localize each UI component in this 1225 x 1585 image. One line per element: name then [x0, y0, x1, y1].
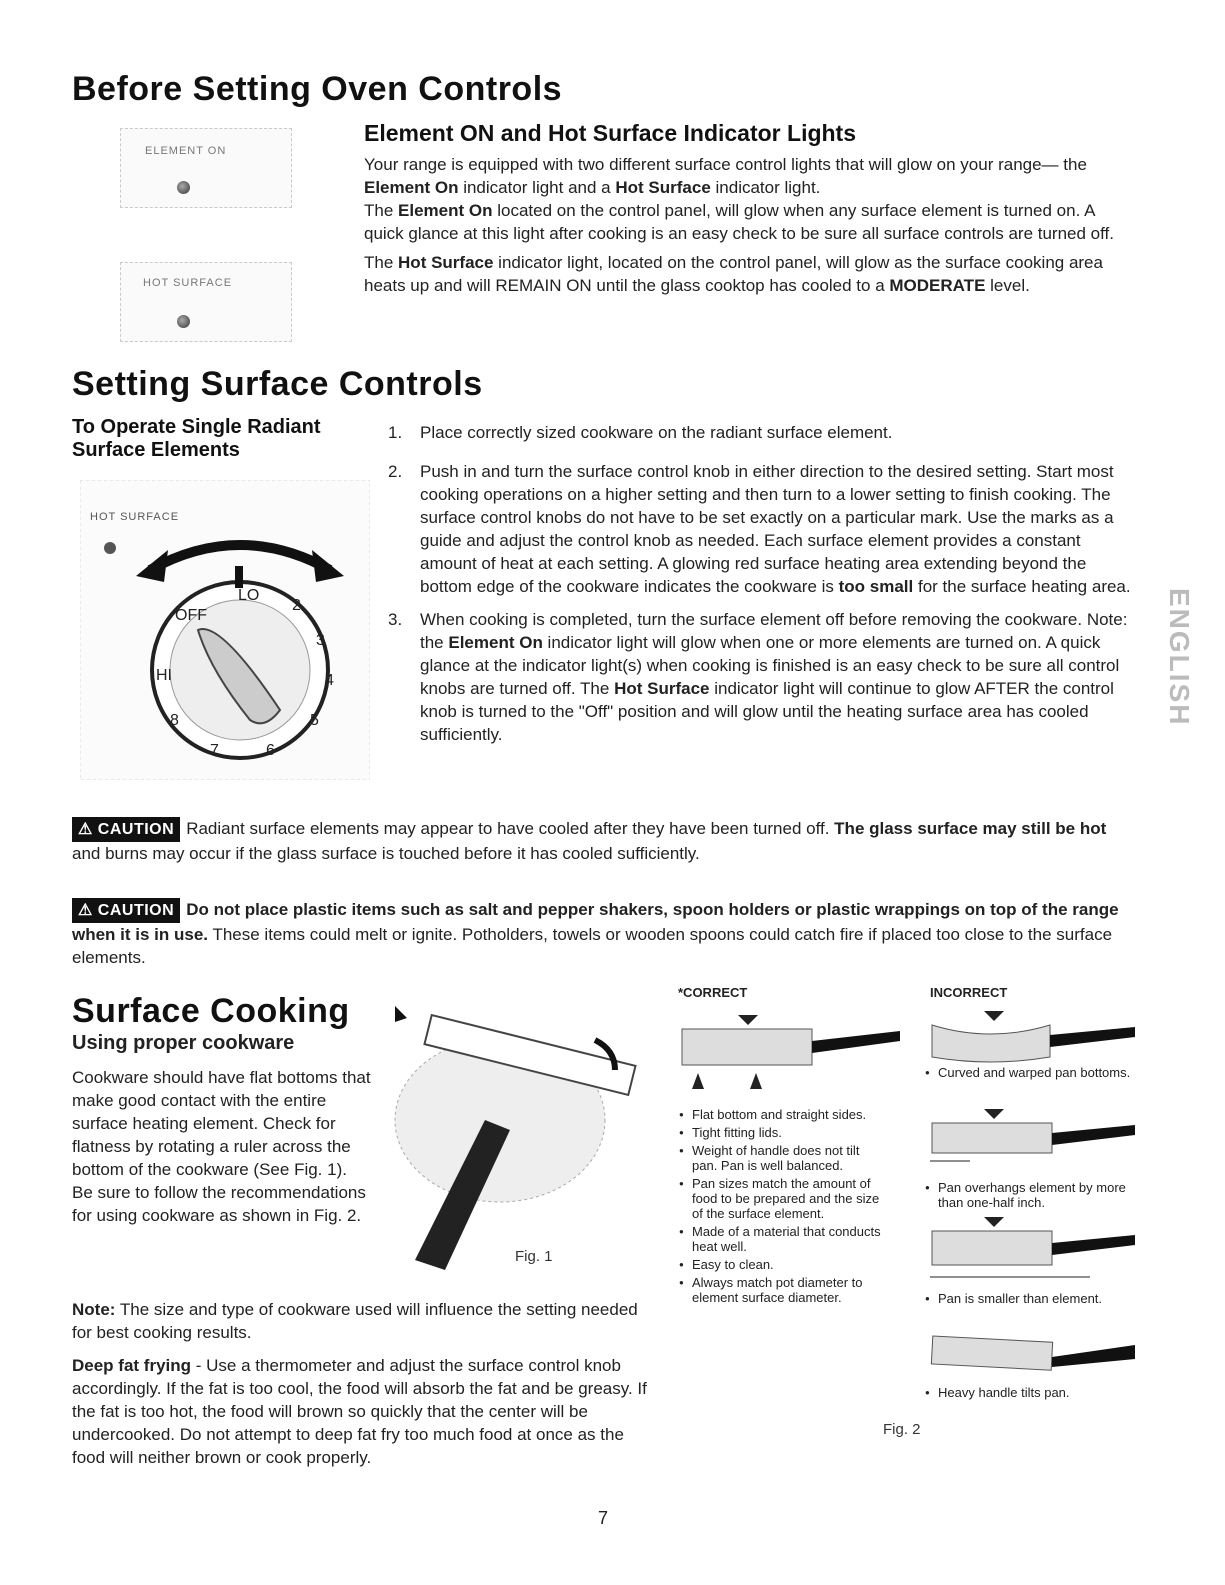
svg-text:4: 4 — [325, 672, 334, 689]
fig1-label: Fig. 1 — [515, 1248, 553, 1265]
element-on-label: ELEMENT ON — [145, 145, 227, 157]
subheading-line-2: Surface Elements — [72, 439, 240, 461]
small-pan-icon — [930, 1213, 1140, 1283]
incorrect-item-2: ● Pan overhangs element by more than one-half inch. — [924, 1180, 1136, 1213]
caution-badge: ⚠ CAUTION — [72, 817, 180, 842]
surface-steps — [380, 421, 1140, 756]
overhanging-pan-icon — [930, 1105, 1140, 1165]
element-on-light-icon — [177, 181, 190, 194]
subheading-line-1: To Operate Single Radiant — [72, 416, 321, 438]
indicator-section — [364, 120, 1124, 297]
indicator-paragraph-2: The Element On located on the control panel, will glow when any surface element is turned on. A quick glance at this light after cooking is an easy check to be sure all surface controls are turned off. — [364, 201, 1114, 243]
language-side-tab: ENGLISH — [1164, 588, 1195, 727]
svg-text:LO: LO — [238, 587, 260, 604]
knob-panel-label: HOT SURFACE — [90, 511, 180, 523]
caution-text-2: Do not place plastic items such as salt and pepper shakers, spoon holders or plastic wrappings on top of the range when it is in use. These items could melt or ignite. Potholders, towels or wooden spoons could catch fire if placed too close to the surface elements. — [72, 900, 1119, 967]
correct-item: ● Tight fitting lids. — [678, 1125, 888, 1140]
heavy-handle-pan-icon — [930, 1335, 1140, 1375]
rotate-arrow-icon — [395, 1006, 407, 1022]
hot-surface-panel — [120, 262, 292, 342]
step-number: 3. — [388, 610, 403, 629]
surface-controls-title: Setting Surface Controls — [72, 365, 483, 403]
page-number: 7 — [598, 1508, 609, 1528]
step-text: Place correctly sized cookware on the radiant surface element. — [420, 423, 893, 442]
steps-list — [380, 421, 1140, 746]
indicator-heading: Element ON and Hot Surface Indicator Lights — [364, 120, 857, 146]
svg-text:8: 8 — [170, 712, 179, 729]
control-knob-illustration — [80, 480, 370, 780]
step-item — [380, 460, 1140, 598]
fig2-label: Fig. 2 — [883, 1421, 921, 1438]
correct-header: *CORRECT — [678, 985, 748, 1000]
step-item — [380, 608, 1140, 746]
cookware-note: Note: The size and type of cookware used will influence the setting needed for best cooking results. — [72, 1300, 638, 1342]
surface-cooking-subtitle: Using proper cookware — [72, 1032, 295, 1054]
caution-badge-text: CAUTION — [97, 821, 175, 838]
step-text: When cooking is completed, turn the surface element off before removing the cookware. Note: the Element On indicator light will glow when one or more elements are turned on. A quick glance at the indicator light(s) when cooking is finished is an easy check to be sure all control knobs are turned off. The Hot Surface indicator light will continue to glow AFTER the control knob is turned to the "Off" position and will glow until the heating surface area has cooled sufficiently. — [420, 610, 1128, 744]
step-number: 1. — [388, 423, 403, 442]
warped-pan-icon — [930, 1007, 1140, 1067]
incorrect-header: INCORRECT — [930, 985, 1008, 1000]
caution-block-1 — [72, 817, 1132, 865]
cookware-intro-2: Be sure to follow the recommendations for using cookware as shown in Fig. 2. — [72, 1183, 366, 1225]
hot-surface-light-icon — [177, 315, 190, 328]
correct-item: ● Made of a material that conducts heat well. — [678, 1224, 888, 1254]
element-on-panel — [120, 128, 292, 208]
page-title: Before Setting Oven Controls — [72, 70, 563, 108]
fig2 — [678, 985, 1158, 1445]
indicator-paragraph-3: The Hot Surface indicator light, located on the control panel, will glow as the surface cooking area heats up and will REMAIN ON until the glass cooktop has cooled to a MODERATE level. — [364, 253, 1103, 295]
correct-pan-icon — [678, 1011, 908, 1091]
svg-text:3: 3 — [316, 632, 325, 649]
surface-controls-subheading — [72, 416, 372, 462]
correct-item: ● Easy to clean. — [678, 1257, 888, 1272]
caution-badge-text: CAUTION — [97, 902, 175, 919]
hot-surface-dot-icon — [104, 542, 116, 554]
step-number: 2. — [388, 462, 403, 481]
correct-item: ● Weight of handle does not tilt pan. Pan is well balanced. — [678, 1143, 888, 1173]
caution-badge: ⚠ CAUTION — [72, 898, 180, 923]
step-text: Push in and turn the surface control knob in either direction to the desired setting. Start most cooking operations on a higher setting and then turn to a lower setting to finish cooking. The surface control knobs do not have to be set exactly on a particular mark. Use the marks as a guide and adjust the control knob as needed. Each surface element provides a constant amount of heat at each setting. A glowing red surface heating area extending beyond the bottom edge of the cookware indicates the cookware is too small for the surface heating area. — [420, 462, 1131, 596]
surface-cooking-title: Surface Cooking — [72, 992, 350, 1030]
hot-surface-label: HOT SURFACE — [143, 277, 233, 289]
svg-text:5: 5 — [310, 712, 319, 729]
incorrect-item-4: ● Heavy handle tilts pan. — [924, 1385, 1136, 1403]
correct-item: ● Flat bottom and straight sides. — [678, 1107, 888, 1122]
incorrect-item-3: ● Pan is smaller than element. — [924, 1291, 1136, 1309]
correct-item: ● Pan sizes match the amount of food to be prepared and the size of the surface element. — [678, 1176, 888, 1221]
deep-fat-frying: Deep fat frying - Use a thermometer and adjust the surface control knob accordingly. If the fat is too cool, the food will absorb the fat and be greasy. If the fat is too hot, the food will brown so quickly that the center will be undercooked. Do not attempt to deep fat fry too much food at once as the food will neither brown or cook properly. — [72, 1356, 647, 1467]
svg-text:HI: HI — [156, 667, 172, 684]
svg-text:2: 2 — [292, 597, 301, 614]
correct-list — [678, 1107, 888, 1308]
correct-item: ● Always match pot diameter to element surface diameter. — [678, 1275, 888, 1305]
incorrect-item-1: ● Curved and warped pan bottoms. — [924, 1065, 1136, 1083]
svg-text:6: 6 — [266, 742, 275, 759]
caution-block-2 — [72, 898, 1132, 969]
svg-text:OFF: OFF — [175, 607, 207, 624]
step-item — [380, 421, 1140, 444]
indicator-paragraph-1: Your range is equipped with two different surface control lights that will glow on your range— the Element On indicator light and a Hot Surface indicator light. — [364, 155, 1087, 197]
cookware-intro — [72, 1066, 372, 1227]
fig1-illustration — [385, 1000, 655, 1290]
cookware-intro-1: Cookware should have flat bottoms that make good contact with the entire surface heating element. Check for flatness by rotating a ruler across the bottom of the cookware (See Fig. 1). — [72, 1068, 371, 1179]
caution-text-1: Radiant surface elements may appear to have cooled after they have been turned off. The glass surface may still be hot and burns may occur if the glass surface is touched before it has cooled sufficiently. — [72, 819, 1107, 863]
svg-text:7: 7 — [210, 742, 219, 759]
